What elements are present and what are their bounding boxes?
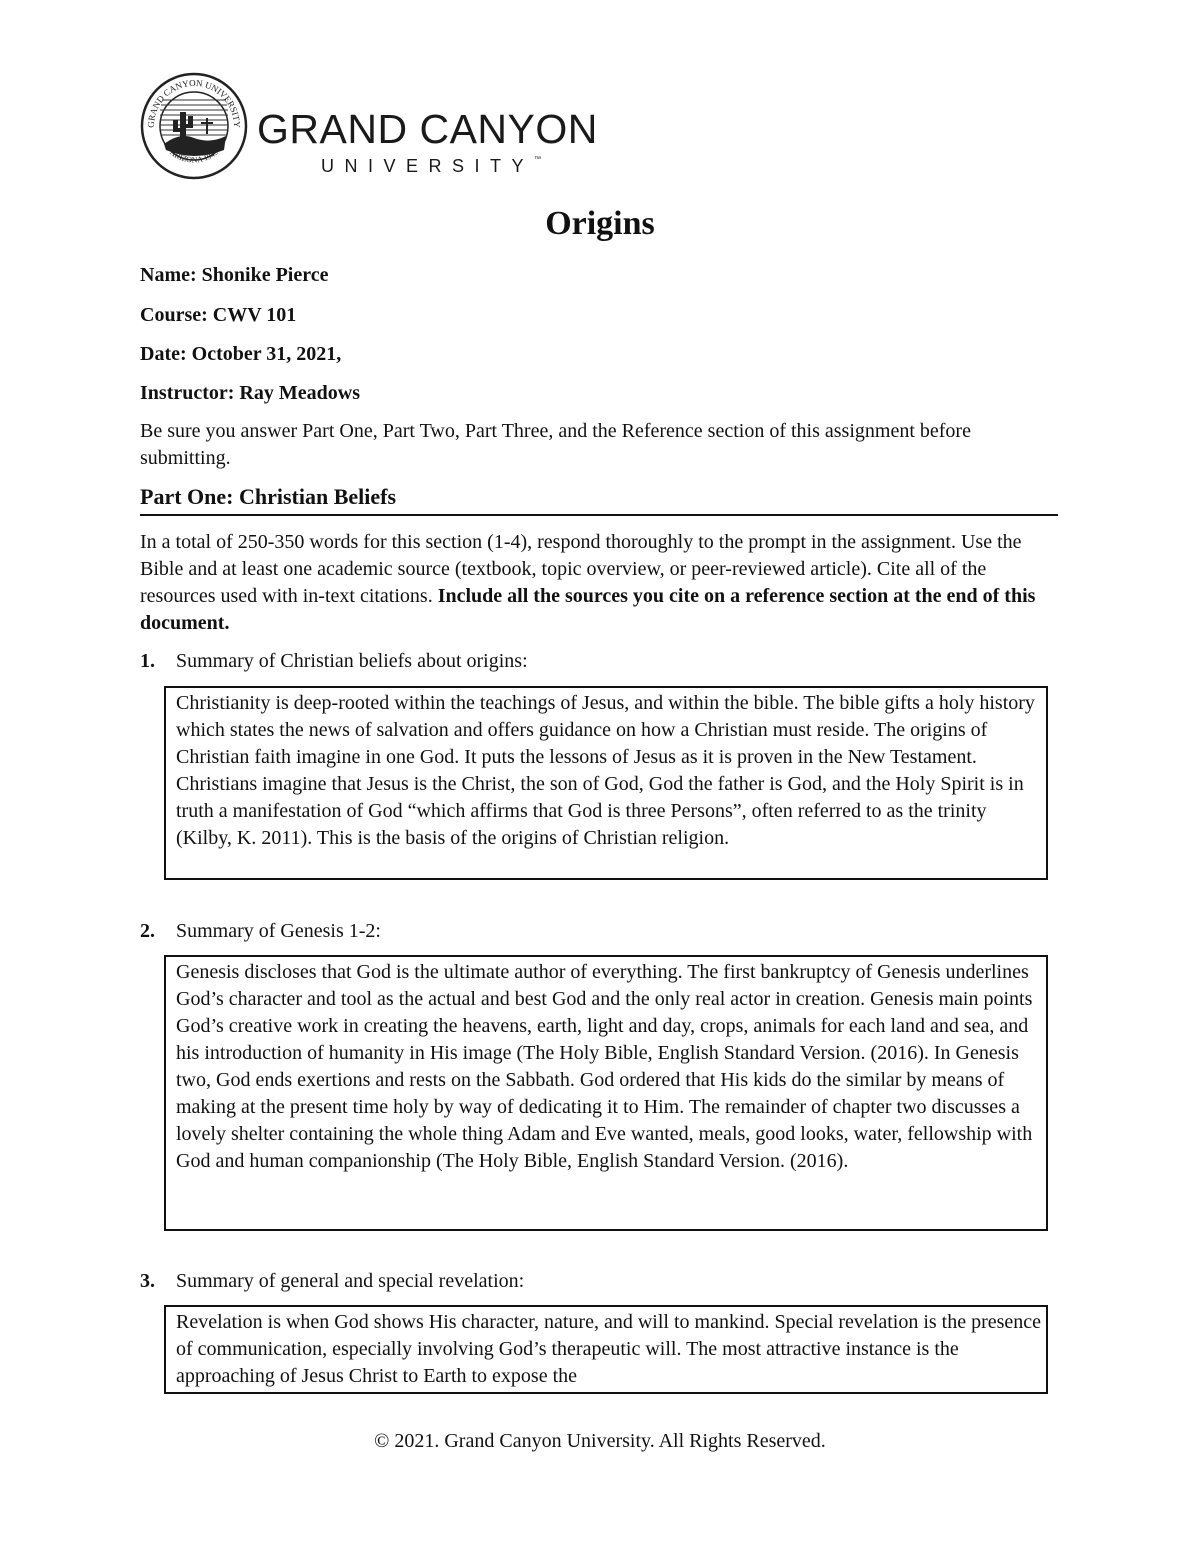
answer-box-2[interactable]: Genesis discloses that God is the ultimate author of everything. The first bankruptcy of Genesis underlines God’s character and tool as the actual and best God and the only real actor in creation. Genesis main points God’s creative work in creating the heavens, earth, light and day, crops, animals for each land and sea, and his introduction of humanity in His image (The Holy Bible, English Standard Version. (2016). In Genesis two, God ends exertions and rests on the Sabbath. God ordered that His kids do the similar by means of making at the present time holy by way of dedicating it to Him. The remainder of chapter two discusses a lovely shelter containing the whole thing Adam and Eve wanted, meals, good looks, water, fellowship with God and human companionship (The Holy Bible, English Standard Version. (2016). — [164, 955, 1048, 1231]
trademark-mark: ™ — [534, 156, 542, 163]
question-2 — [140, 920, 381, 943]
brand-subtitle-text: UNIVERSITY — [321, 156, 535, 176]
instructions-plain: In a total of 250-350 words for this section (1-4), respond thoroughly to the prompt in the assignment. Use the Bible and at least one academic source (textbook, topic overview, or peer-reviewed article). Cite all of the resources used with in-text citations. — [140, 531, 1022, 607]
question-number: 1. — [140, 650, 155, 672]
question-number: 2. — [140, 920, 155, 942]
name-line: Name: Shonike Pierce — [140, 264, 329, 286]
part-one-instructions — [140, 529, 1060, 637]
document-title: Origins — [545, 205, 655, 242]
instructor-line: Instructor: Ray Meadows — [140, 382, 360, 404]
date-line: Date: October 31, 2021, — [140, 343, 342, 365]
svg-text:GRAND CANYON UNIVERSITY: GRAND CANYON UNIVERSITY — [145, 77, 243, 128]
brand-subtitle — [321, 156, 541, 177]
question-prompt: Summary of Christian beliefs about origins: — [176, 650, 528, 672]
intro-paragraph: Be sure you answer Part One, Part Two, Part Three, and the Reference section of this assignment before submitting. — [140, 420, 971, 469]
question-1 — [140, 650, 528, 673]
university-logo — [140, 72, 630, 182]
question-prompt: Summary of Genesis 1-2: — [176, 920, 381, 942]
instructions-bold: Include all the sources you cite on a reference section at the end of this document. — [140, 585, 1036, 634]
brand-name: GRAND CANYON — [257, 106, 598, 152]
university-seal-icon — [140, 72, 248, 180]
part-one-heading: Part One: Christian Beliefs — [140, 484, 1058, 516]
course-line: Course: CWV 101 — [140, 304, 297, 326]
question-number: 3. — [140, 1270, 155, 1292]
question-prompt: Summary of general and special revelation: — [176, 1270, 525, 1292]
answer-box-3[interactable]: Revelation is when God shows His character, nature, and will to mankind. Special revelation is the presence of communication, especially involving God’s therapeutic will. The most attractive instance is the approaching of Jesus Christ to Earth to expose the — [164, 1305, 1048, 1394]
answer-box-1[interactable]: Christianity is deep-rooted within the teachings of Jesus, and within the bible. The bible gifts a holy history which states the news of salvation and offers guidance on how a Christian must reside. The origins of Christian faith imagine in one God. It puts the lessons of Jesus as it is proven in the New Testament. Christians imagine that Jesus is the Christ, the son of God, God the father is God, and the Holy Spirit is in truth a manifestation of God “which affirms that God is three Persons”, often referred to as the trinity (Kilby, K. 2011). This is the basis of the origins of Christian religion. — [164, 686, 1048, 880]
copyright-footer: © 2021. Grand Canyon University. All Rights Reserved. — [374, 1430, 826, 1452]
svg-text:ARIZONA 1949: ARIZONA 1949 — [168, 147, 220, 165]
question-3 — [140, 1270, 524, 1293]
